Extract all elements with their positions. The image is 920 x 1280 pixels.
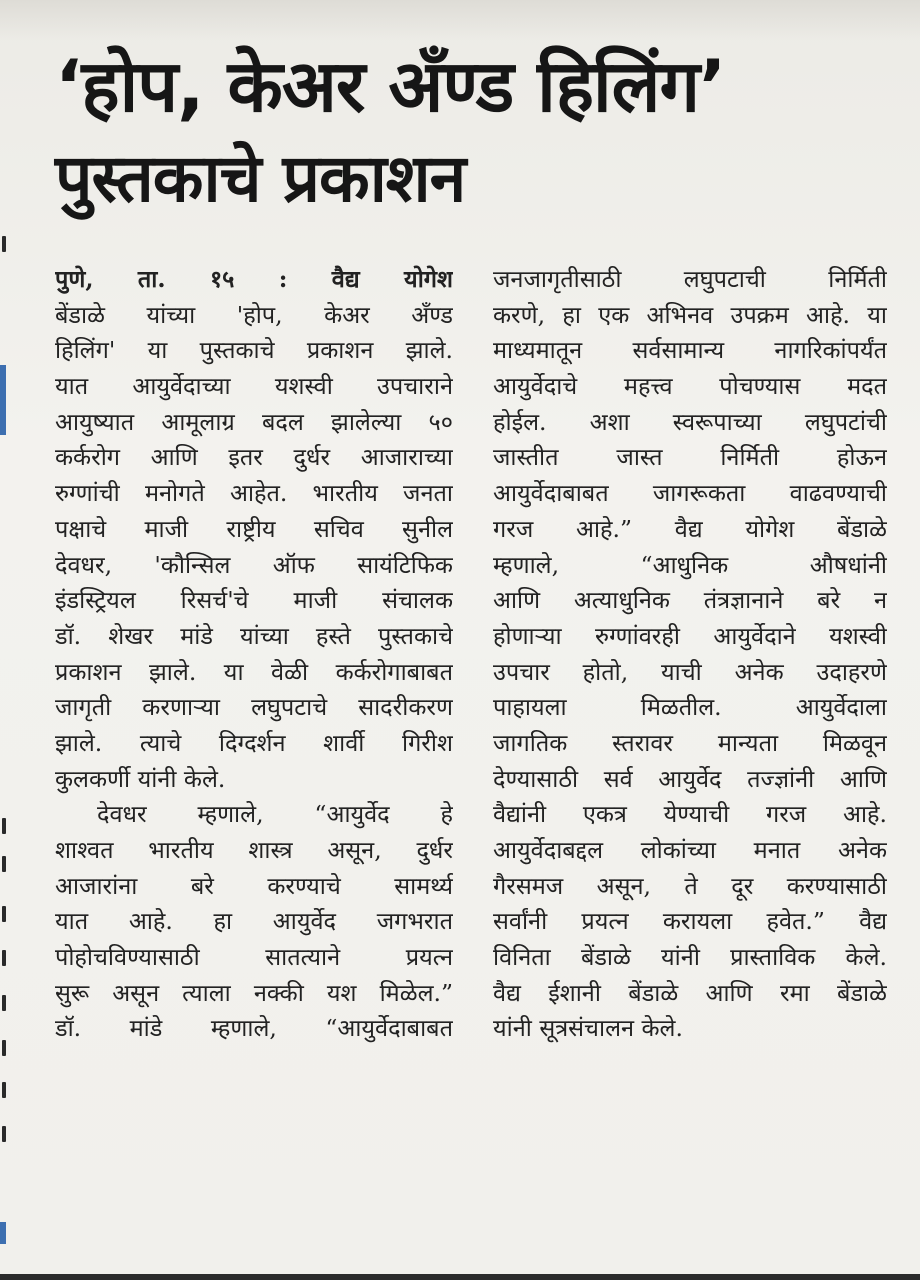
text-line: जनजागृतीसाठी लघुपटाची निर्मिती — [493, 265, 887, 293]
text-line: विनिता बेंडाळे यांनी प्रास्ताविक केले. — [493, 943, 887, 972]
text-line: वैद्य ईशानी बेंडाळे आणि रमा बेंडाळे — [493, 978, 887, 1007]
text-line: वैद्यांनी एकत्र येण्याची गरज आहे. — [493, 800, 887, 829]
text-line: प्रकाशन झाले. या वेळी कर्करोगाबाबत — [55, 657, 453, 686]
edge-tick — [2, 906, 6, 922]
text-line: म्हणाले, “आधुनिक औषधांनी — [493, 550, 887, 579]
edge-blue-mark — [0, 365, 6, 435]
text-line: आयुर्वेदाबद्दल लोकांच्या मनात अनेक — [493, 836, 887, 864]
text-line: डॉ. शेखर मांडे यांच्या हस्ते पुस्तकाचे — [55, 621, 453, 650]
text-line: पाहायला मिळतील. आयुर्वेदाला — [493, 693, 887, 722]
edge-tick — [2, 818, 6, 834]
text-line: इंडस्ट्रियल रिसर्च'चे माजी संचालक — [55, 586, 453, 615]
edge-tick — [2, 1082, 6, 1098]
text-line: कुलकर्णी यांनी केले. — [55, 764, 226, 793]
text-line: डॉ. मांडे म्हणाले, “आयुर्वेदाबाबत — [55, 1014, 453, 1043]
text-line: सुरू असून त्याला नक्की यश मिळेल.” — [55, 978, 453, 1007]
text-line: जागतिक स्तरावर मान्यता मिळवून — [493, 728, 887, 757]
text-line: आयुर्वेदाबाबत जागरूकता वाढवण्याची — [493, 479, 887, 508]
headline-line-2: पुस्तकाचे प्रकाशन — [55, 140, 466, 217]
text-line: गरज आहे.” वैद्य योगेश बेंडाळे — [493, 514, 887, 543]
text-line: हिलिंग' या पुस्तकाचे प्रकाशन झाले. — [55, 336, 453, 365]
text-line: आयुर्वेदाचे महत्त्व पोचण्यास मदत — [493, 372, 887, 401]
edge-tick — [2, 236, 6, 252]
text-line: देवधर, 'कौन्सिल ऑफ सायंटिफिक — [55, 550, 453, 579]
text-line: आजारांना बरे करण्याचे सामर्थ्य — [55, 871, 453, 900]
edge-blue-mark — [0, 1222, 6, 1244]
edge-tick — [2, 856, 6, 872]
left-edge-marks — [0, 0, 14, 1280]
text-line: आणि अत्याधुनिक तंत्रज्ञानाने बरे न — [493, 586, 887, 615]
article-column-left — [55, 262, 453, 1047]
text-line: माध्यमातून सर्वसामान्य नागरिकांपर्यंत — [493, 336, 887, 365]
text-line: पुणे, ता. १५ : वैद्य योगेश — [55, 265, 453, 293]
text-line: सर्वांनी प्रयत्न करायला हवेत.” वैद्य — [493, 907, 887, 936]
edge-tick — [2, 950, 6, 966]
headline — [55, 44, 885, 217]
text-line: यात आयुर्वेदाच्या यशस्वी उपचाराने — [55, 372, 453, 401]
text-line: पक्षाचे माजी राष्ट्रीय सचिव सुनील — [55, 514, 453, 543]
text-line: गैरसमज असून, ते दूर करण्यासाठी — [493, 871, 887, 900]
text-line: यांनी सूत्रसंचालन केले. — [493, 1014, 683, 1043]
text-line: देण्यासाठी सर्व आयुर्वेद तज्ज्ञांनी आणि — [493, 764, 887, 793]
edge-tick — [2, 1040, 6, 1056]
text-line: पोहोचविण्यासाठी सातत्याने प्रयत्न — [55, 943, 453, 972]
top-shadow — [0, 0, 920, 40]
text-line: रुग्णांची मनोगते आहेत. भारतीय जनता — [55, 479, 453, 508]
text-line: कर्करोग आणि इतर दुर्धर आजाराच्या — [55, 443, 453, 472]
text-line: देवधर म्हणाले, “आयुर्वेद हे — [97, 800, 453, 829]
text-line: आयुष्यात आमूलाग्र बदल झालेल्या ५० — [55, 407, 453, 436]
text-line: जास्तीत जास्त निर्मिती होऊन — [493, 443, 887, 472]
text-line: बेंडाळे यांच्या 'होप, केअर अँण्ड — [55, 300, 453, 329]
article-column-right — [493, 262, 887, 1047]
text-line: करणे, हा एक अभिनव उपक्रम आहे. या — [493, 300, 887, 329]
edge-tick — [2, 1126, 6, 1142]
text-line: शाश्वत भारतीय शास्त्र असून, दुर्धर — [55, 836, 453, 864]
text-line: होईल. अशा स्वरूपाच्या लघुपटांची — [493, 407, 887, 436]
text-line: होणाऱ्या रुग्णांवरही आयुर्वेदाने यशस्वी — [493, 621, 887, 650]
bottom-edge — [0, 1274, 920, 1280]
edge-tick — [2, 995, 6, 1011]
text-line: यात आहे. हा आयुर्वेद जगभरात — [55, 907, 453, 936]
text-line: झाले. त्याचे दिग्दर्शन शार्वी गिरीश — [55, 728, 453, 757]
headline-line-1: ‘होप, केअर अँण्ड हिलिंग’ — [55, 44, 726, 128]
text-line: उपचार होतो, याची अनेक उदाहरणे — [493, 657, 887, 686]
text-line: जागृती करणाऱ्या लघुपटाचे सादरीकरण — [55, 693, 453, 722]
